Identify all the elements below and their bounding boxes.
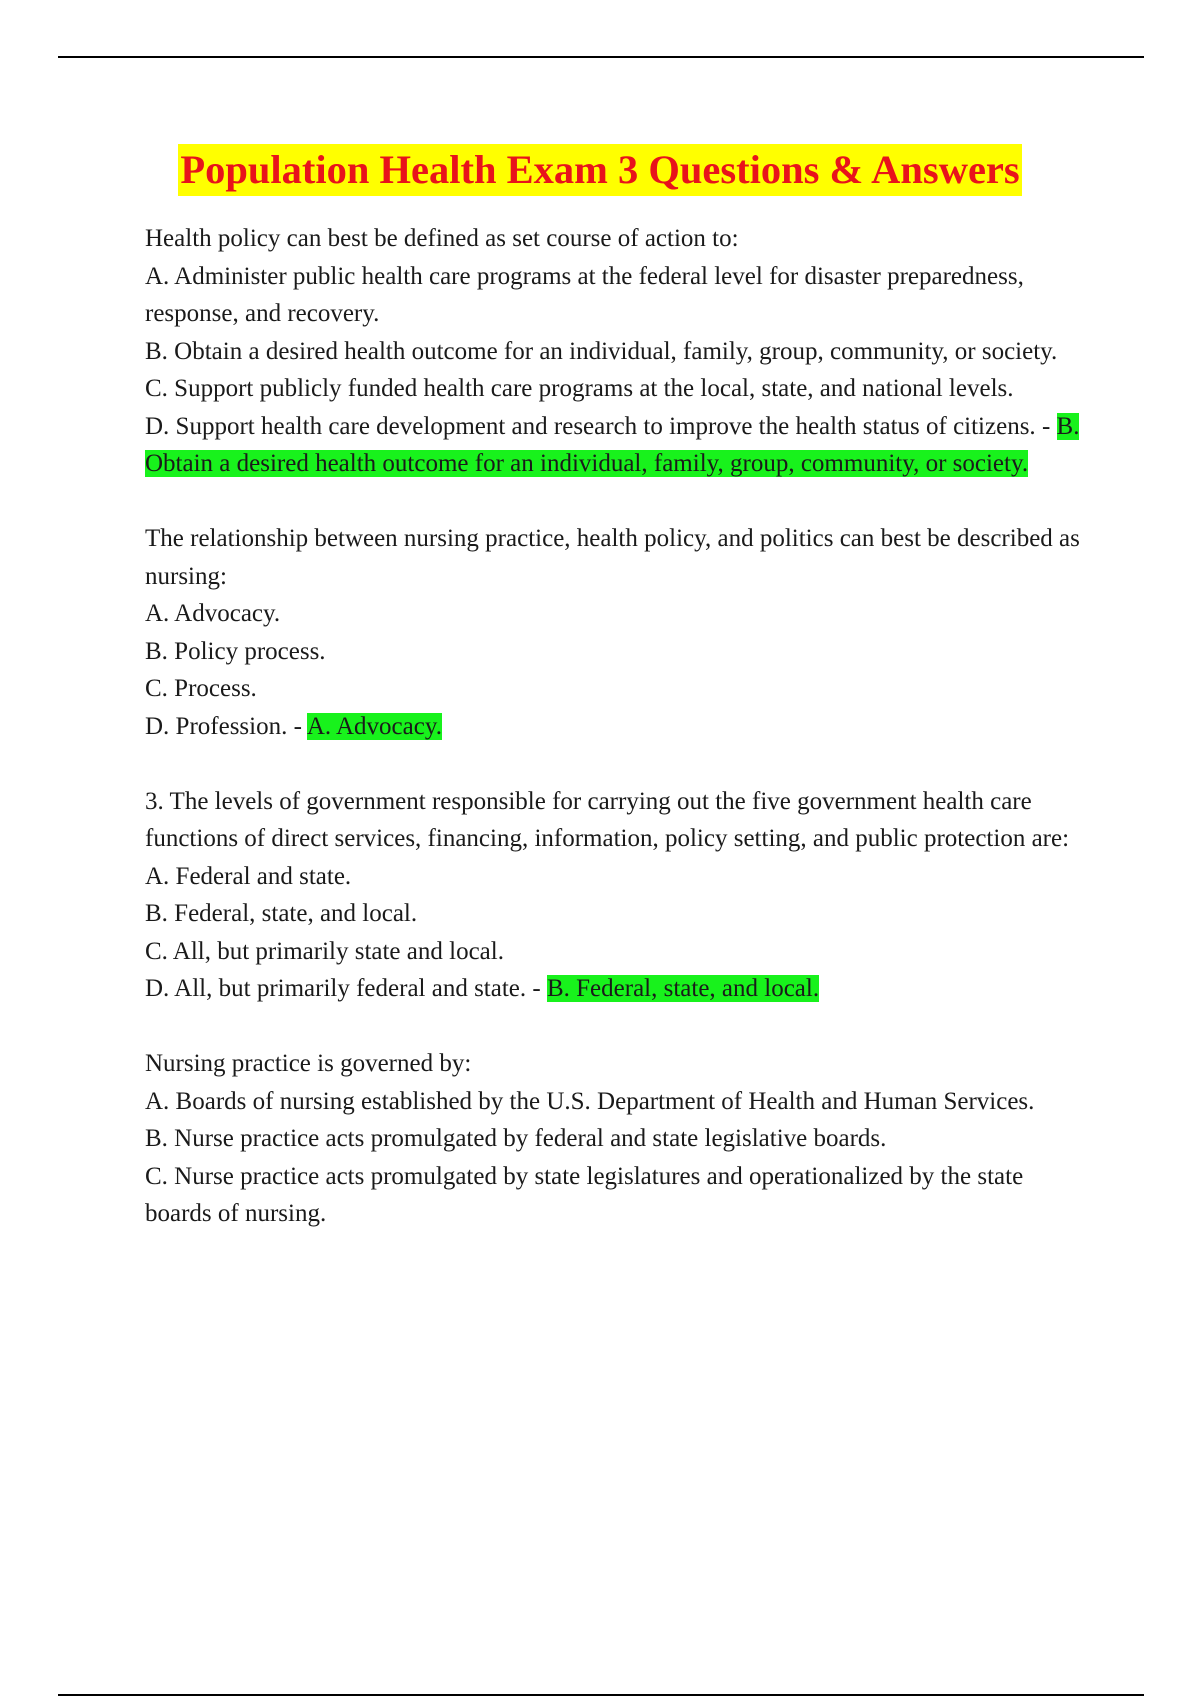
question-3 <box>145 783 1095 1008</box>
option: C. Support publicly funded health care programs at the local, state, and national levels. <box>145 375 1014 402</box>
page-title: Population Health Exam 3 Questions & Answers <box>178 144 1021 196</box>
option: D. Support health care development and research to improve the health status of citizens. <box>145 412 1036 440</box>
option-with-answer <box>145 708 1095 746</box>
option: A. Advocacy. <box>145 600 281 627</box>
option: C. All, but primarily state and local. <box>145 937 504 965</box>
top-rule <box>58 56 1144 58</box>
option: D. Profession. <box>145 712 288 740</box>
option: C. Process. <box>145 675 257 702</box>
option: C. Nurse practice acts promulgated by state legislatures and operationalized by the state boards of nursing. <box>145 1162 1024 1227</box>
option-with-answer <box>145 408 1095 483</box>
answer-separator: - <box>1035 412 1057 440</box>
option: B. Federal, state, and local. <box>145 900 418 927</box>
option: D. All, but primarily federal and state. <box>145 975 527 1002</box>
question-4 <box>145 1045 1095 1233</box>
option: A. Administer public health care programs at the federal level for disaster preparedness, response, and recovery. <box>145 262 1024 327</box>
answer-separator: - <box>287 712 307 740</box>
answer-separator: - <box>526 975 547 1002</box>
document-body <box>145 220 1095 1270</box>
option: A. Federal and state. <box>145 862 352 890</box>
question-stem: Health policy can best be defined as set course of action to: <box>145 225 739 252</box>
highlighted-answer: A. Advocacy. <box>306 712 442 740</box>
option: A. Boards of nursing established by the U.S. Department of Health and Human Services. <box>145 1087 1035 1115</box>
question-stem: The relationship between nursing practice, health policy, and politics can best be described as nursing: <box>145 525 1080 590</box>
question-2 <box>145 520 1095 745</box>
option-with-answer <box>145 970 1095 1008</box>
question-1 <box>145 220 1095 483</box>
bottom-rule <box>58 1694 1144 1696</box>
option: B. Nurse practice acts promulgated by federal and state legislative boards. <box>145 1125 887 1152</box>
title-wrap <box>0 144 1200 196</box>
question-stem: Nursing practice is governed by: <box>145 1050 472 1077</box>
question-stem: 3. The levels of government responsible for carrying out the five government health care functions of direct services, financing, information, policy setting, and public protection are: <box>145 787 1070 852</box>
highlighted-answer: B. Federal, state, and local. <box>546 975 820 1002</box>
highlighted-answer: B. Obtain a desired health outcome for an individual, family, group, community, or society. <box>145 412 1080 477</box>
option: B. Policy process. <box>145 637 326 665</box>
option: B. Obtain a desired health outcome for an individual, family, group, community, or society. <box>145 337 1058 365</box>
